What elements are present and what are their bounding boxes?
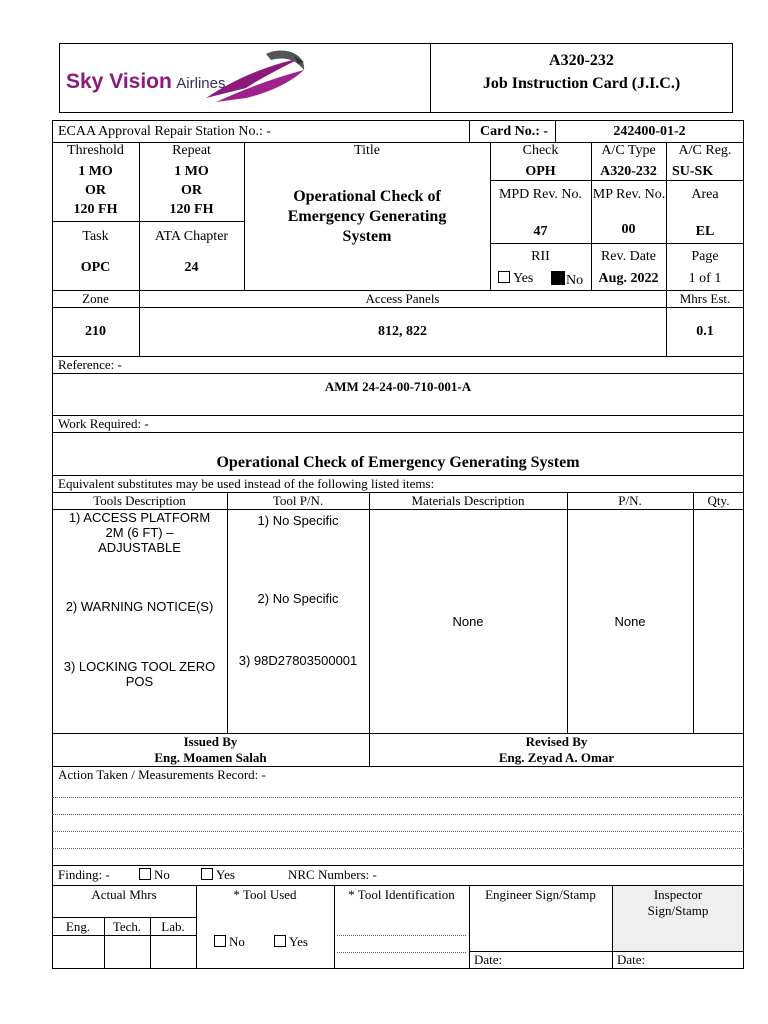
tool-id-line-2[interactable] xyxy=(337,952,466,953)
threshold-line-1: 1 MO xyxy=(78,164,113,179)
action-line-1[interactable] xyxy=(52,797,744,798)
tool-1-pn: 1) No Specific xyxy=(257,513,339,528)
title-line-2: Emergency Generating xyxy=(287,208,447,225)
actual-mhrs-label: Actual Mhrs xyxy=(91,887,157,902)
mp-rev-label: MP Rev. No. xyxy=(592,187,666,202)
tool-2-description: 2) WARNING NOTICE(S) xyxy=(65,599,214,614)
finding-no-checkbox[interactable] xyxy=(139,868,151,880)
mpd-rev-label: MPD Rev. No. xyxy=(498,187,583,202)
revised-by-label: Revised By xyxy=(525,734,588,749)
title-line-3: System xyxy=(342,228,392,245)
finding-yes-label: Yes xyxy=(216,867,235,882)
reference-value: AMM 24-24-00-710-001-A xyxy=(324,379,472,394)
engineer-sign-label: Engineer Sign/Stamp xyxy=(485,887,596,902)
ac-reg-label: A/C Reg. xyxy=(678,143,732,158)
logo-text-main: Sky Vision xyxy=(66,70,172,93)
tool-1-description: 1) ACCESS PLATFORM 2M (6 FT) – ADJUSTABLE xyxy=(68,510,211,555)
mhrs-est-value: 0.1 xyxy=(696,324,714,339)
access-panels-value: 812, 822 xyxy=(378,324,427,339)
repeat-line-1: 1 MO xyxy=(174,164,209,179)
ac-type-label: A/C Type xyxy=(601,143,656,158)
tool-used-yes-label: Yes xyxy=(289,934,308,949)
repeat-line-2: OR xyxy=(181,183,202,198)
ata-value: 24 xyxy=(184,260,199,275)
nrc-numbers-label: NRC Numbers: - xyxy=(288,867,377,882)
tools-header-material-pn: P/N. xyxy=(618,493,642,508)
zone-value: 210 xyxy=(85,324,106,339)
lab-label: Lab. xyxy=(161,919,185,934)
action-line-4[interactable] xyxy=(52,848,744,849)
check-value: OPH xyxy=(525,164,556,179)
tools-header-description: Tools Description xyxy=(93,493,186,508)
header-card-title: Job Instruction Card (J.I.C.) xyxy=(482,75,681,92)
repeat-line-3: 120 FH xyxy=(169,202,214,217)
issued-by-label: Issued By xyxy=(183,734,238,749)
access-panels-label: Access Panels xyxy=(365,291,440,306)
eng-hours-cell[interactable] xyxy=(52,936,104,969)
logo-text-sub: Airlines xyxy=(176,75,226,92)
engineer-date-label: Date: xyxy=(474,952,503,967)
tool-used-no-label: No xyxy=(229,934,245,949)
ata-label: ATA Chapter xyxy=(154,229,229,244)
company-logo xyxy=(66,48,316,108)
tools-header-pn: Tool P/N. xyxy=(272,493,324,508)
repeat-label: Repeat xyxy=(172,143,211,158)
finding-yes-option[interactable] xyxy=(201,867,235,883)
title-label: Title xyxy=(354,143,380,158)
eng-label: Eng. xyxy=(65,919,91,934)
rev-date-label: Rev. Date xyxy=(600,249,657,264)
tool-3-pn: 3) 98D27803500001 xyxy=(238,653,358,668)
card-no-value: 242400-01-2 xyxy=(613,124,686,139)
tool-used-yes-checkbox[interactable] xyxy=(274,935,286,947)
issued-by-name: Eng. Moamen Salah xyxy=(154,750,267,765)
title-line-1: Operational Check of xyxy=(293,188,441,205)
reference-label: Reference: - xyxy=(58,357,122,372)
inspector-sign-label-2: Sign/Stamp xyxy=(647,903,709,918)
tech-hours-cell[interactable] xyxy=(104,936,150,969)
area-label: Area xyxy=(691,187,719,202)
area-value: EL xyxy=(695,224,715,239)
rii-yes-option[interactable] xyxy=(498,271,533,287)
tool-used-no-option[interactable] xyxy=(214,934,245,950)
rii-yes-checkbox[interactable] xyxy=(498,271,510,283)
mhrs-est-label: Mhrs Est. xyxy=(679,291,731,306)
revised-by-name: Eng. Zeyad A. Omar xyxy=(498,750,615,765)
rii-no-label: No xyxy=(566,273,584,288)
finding-yes-checkbox[interactable] xyxy=(201,868,213,880)
finding-label: Finding: - xyxy=(58,867,110,882)
tools-header-qty: Qty. xyxy=(707,493,730,508)
threshold-label: Threshold xyxy=(67,143,124,158)
finding-no-option[interactable] xyxy=(139,867,170,883)
mp-rev-value: 00 xyxy=(621,222,636,237)
rii-label: RII xyxy=(531,249,550,264)
tool-used-label: * Tool Used xyxy=(233,887,297,902)
inspector-date-label: Date: xyxy=(617,952,646,967)
task-label: Task xyxy=(82,229,109,244)
tool-2-pn: 2) No Specific xyxy=(257,591,339,606)
tech-label: Tech. xyxy=(112,919,142,934)
tool-identification-label: * Tool Identification xyxy=(348,887,455,902)
materials-value: None xyxy=(452,614,484,629)
tools-header-materials: Materials Description xyxy=(411,493,525,508)
ac-type-value: A320-232 xyxy=(600,164,657,179)
tool-used-no-checkbox[interactable] xyxy=(214,935,226,947)
check-label: Check xyxy=(522,143,559,158)
rii-yes-label: Yes xyxy=(513,271,534,286)
rii-no-checkbox[interactable] xyxy=(551,271,565,285)
action-taken-label: Action Taken / Measurements Record: - xyxy=(58,767,266,782)
card-no-label: Card No.: - xyxy=(480,124,549,139)
finding-no-label: No xyxy=(154,867,170,882)
material-pn-value: None xyxy=(614,614,646,629)
work-title: Operational Check of Emergency Generating System xyxy=(216,454,580,471)
lab-hours-cell[interactable] xyxy=(150,936,196,969)
ac-reg-value: SU-SK xyxy=(672,164,714,179)
inspector-sign-label-1: Inspector xyxy=(653,887,703,902)
tool-used-yes-option[interactable] xyxy=(274,934,308,950)
action-line-2[interactable] xyxy=(52,814,744,815)
tool-3-description: 3) LOCKING TOOL ZERO POS xyxy=(63,659,216,689)
zone-label: Zone xyxy=(82,291,109,306)
page-value: 1 of 1 xyxy=(688,271,722,286)
work-required-label: Work Required: - xyxy=(58,416,149,431)
approval-label: ECAA Approval Repair Station No.: - xyxy=(58,124,272,139)
rii-no-option[interactable] xyxy=(551,271,583,289)
page-label: Page xyxy=(691,249,719,264)
substitutes-note: Equivalent substitutes may be used instead of the following listed items: xyxy=(58,476,435,491)
task-value: OPC xyxy=(80,260,111,275)
tool-id-line-1[interactable] xyxy=(337,935,466,936)
threshold-line-3: 120 FH xyxy=(73,202,118,217)
threshold-line-2: OR xyxy=(85,183,106,198)
action-line-3[interactable] xyxy=(52,831,744,832)
mpd-rev-value: 47 xyxy=(533,224,548,239)
rev-date-value: Aug. 2022 xyxy=(598,271,659,286)
header-aircraft: A320-232 xyxy=(549,52,614,69)
